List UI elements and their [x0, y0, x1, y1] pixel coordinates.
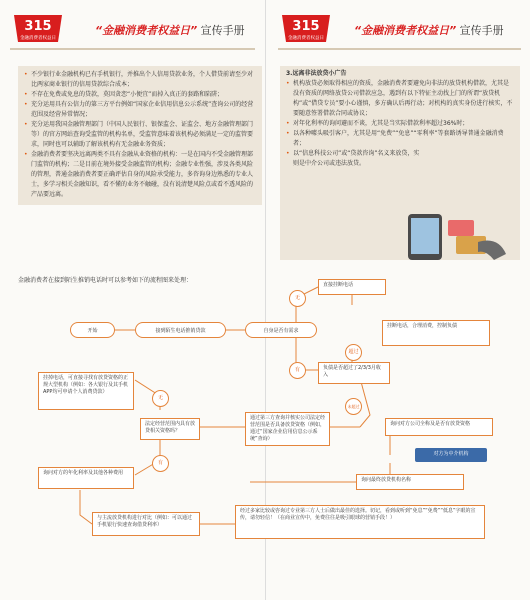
flow-receive-call: 接到陌生电话推销贷款: [135, 322, 226, 338]
flow-label-no-qual: 无: [152, 390, 169, 407]
list-item: • 充分运用具有公信力的第三方平台例如“国家企业信用信息公示系统”查询公司的经营范围及经营异常情况；: [24, 100, 256, 120]
svg-text:315: 315: [24, 19, 52, 34]
title-highlight: “金融消费者权益日”: [95, 24, 198, 37]
flow-label-has-qual: 有: [152, 455, 169, 472]
flow-intermediary: 对方为中介机构: [415, 448, 487, 462]
flow-hang-up-bank: 挂掉电话，可直接寻找有放贷资格的正规大型机构（例如：各大银行及其手机APP均可申请个人消费贷款）: [38, 372, 134, 410]
flow-hang-up-note: 挂断电话，合理消费，控制负债: [382, 320, 490, 346]
flow-hang-up: 直接挂断电话: [318, 279, 386, 295]
flow-start: 开始: [70, 322, 115, 338]
flow-third-party: 通过第三方查询并核实公司法定经营范围是否具备放贷资格（例如，通过“国家企业信用信息公示系统”查询）: [245, 412, 330, 446]
title-rest: 宣传手册: [459, 24, 504, 37]
list-item: • 对年化利率的询问避而不谈，尤其是当实际借款利率超过36%时；: [286, 119, 514, 129]
flow-final-note: 经过多家比较或咨询过专业第三方人士后做出最佳的选择。切记，看到或听到“免息”“免费”“低息”字眼的宣传，请勿轻信！（在商业宣传中，免费往往是吸引眼球的营销手段！）: [235, 505, 485, 539]
flow-label-exceeds: 超过: [345, 344, 362, 361]
flow-regulated-check: 法定经营范围内具有放贷相关资格吗？: [140, 418, 200, 440]
list-item: • 不存在免费或免息的贷款，莫因贪恋“小便宜”而掉入真正的套路和陷阱；: [24, 90, 256, 100]
flow-ask-rate: 询问对方的年化利率及其他各种费用: [38, 467, 134, 489]
list-item: • 机构放贷必须取得相应的资质，金融消费者要避免向非法的放贷机构借款，尤其是没有资质的网络放贷公司借款应急，遇到有以下特征主动找上门的所谓“放贷机构”或“借贷专员”要小心谨慎，多方确认后再行动；对机构的真实身份进行核实，不要随意签署借款合同或协议；: [286, 79, 514, 119]
flow-need-check: 自身是否有需求: [245, 322, 317, 338]
list-item: • 金融消费者要坚决远离两类不具有金融从业资格的机构：一是在国内不受金融管理部门监管的机构；二是目前在境外接受金融监管的机构；金融专业性强，涉及各类风险的管理，普通金融消费者要正确评估自身的风险承受能力，多咨询身边熟悉的专业人士，多学习相关金融知识，看不懂的业务不触碰，没有说清楚风险点或看不透风险的产品要远离。: [24, 150, 256, 200]
section-heading: 3.远离非法放贷小广告: [286, 70, 347, 77]
flow-ask-lender: 询问最终放贷机构名称: [356, 474, 464, 490]
list-item: • 以各种噱头吸引客户，尤其是用“免费”“免息”“零利率”等套路诱导普通金融消费者；: [286, 129, 514, 149]
svg-text:金融消费者权益日: 金融消费者权益日: [20, 36, 56, 41]
list-item: • 以“信息科技公司”或“贷款咨询”名义来放贷，实则是中介公司或违法放贷。: [286, 149, 423, 169]
svg-text:315: 315: [292, 19, 320, 34]
flow-ask-source: 询问对方公司全称及是否有放贷资格: [385, 418, 493, 436]
svg-text:金融消费者权益日: 金融消费者权益日: [288, 36, 324, 41]
title-rest: 宣传手册: [200, 24, 245, 37]
flow-label-yes: 有: [289, 362, 306, 379]
flow-debt-limit: 负债是否超过了2/3/3月收入: [318, 362, 390, 384]
flow-label-not-exceed: 未超过: [345, 398, 362, 415]
title-highlight: “金融消费者权益日”: [354, 24, 457, 37]
flow-compare-rates: 与主流放贷机构进行对比（例如：可以通过手机银行快速查询借贷利率）: [92, 512, 200, 536]
flow-label-no: 无: [289, 290, 306, 307]
list-item: • 充分运用我国金融管理部门（中国人民银行、银保监会、证监会、地方金融管理部门等）的官方网站查询受监管的机构名单，受监管意味着该机构必须满足一定的监管要求，同时也可以辅助了解该机构有无金融业务资质；: [24, 120, 256, 150]
flowchart-intro: 金融消费者在接到陌生推销电话时可以参考如下的流程图来处理：: [18, 277, 193, 284]
list-item: • 不少银行业金融机构已有手机银行，并推出个人信用贷款业务，个人借贷前请至少对比两家商业银行的信用贷款综合成本；: [24, 70, 256, 90]
